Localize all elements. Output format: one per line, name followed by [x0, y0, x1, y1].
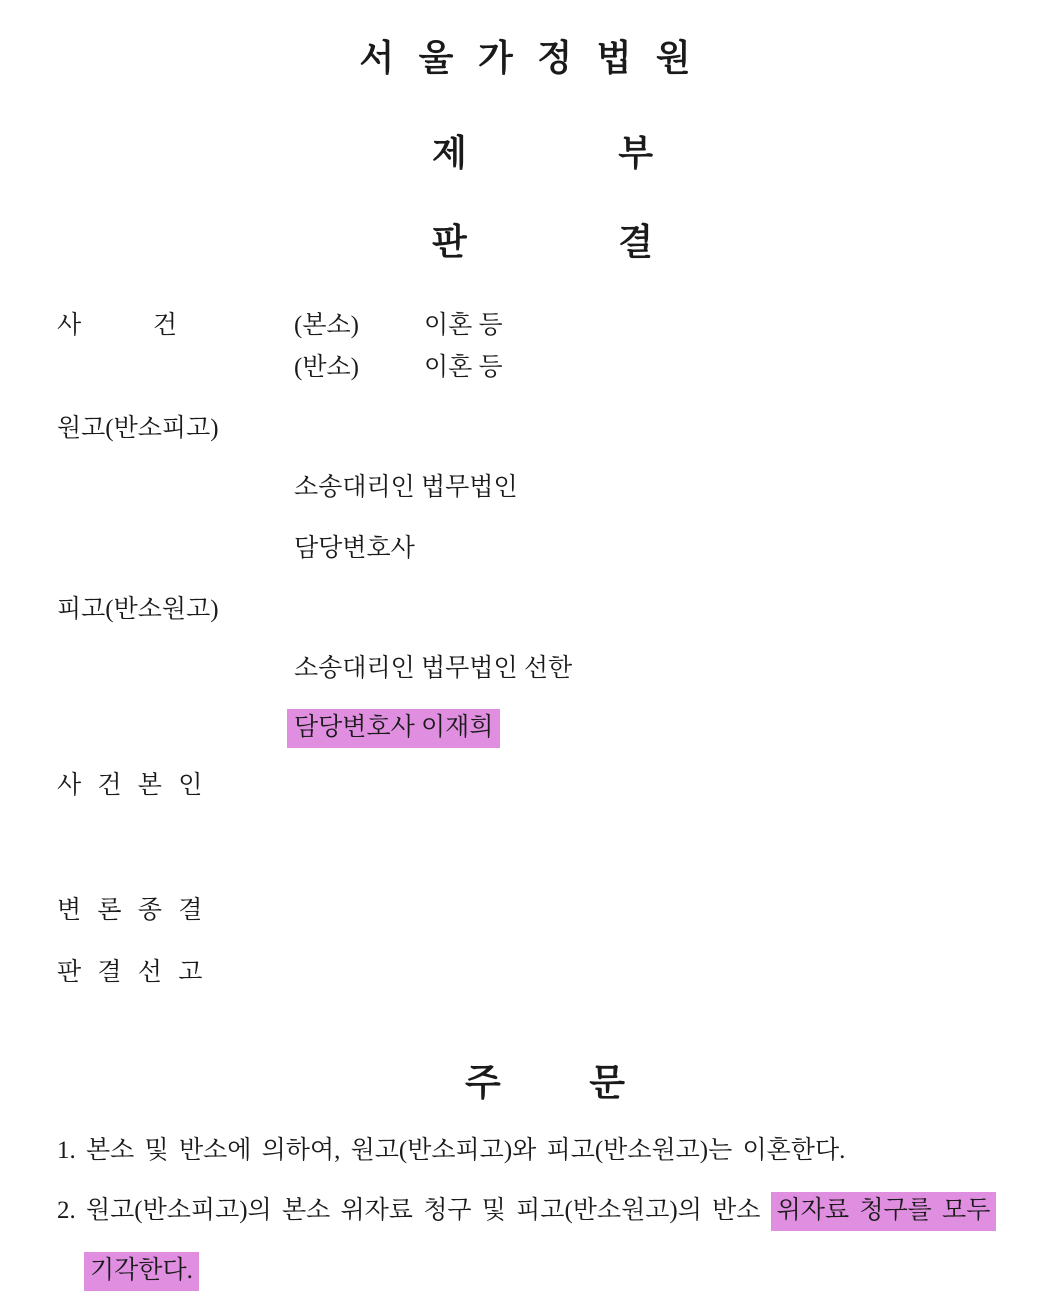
case-label-first: 사: [57, 312, 82, 339]
case-row-title: 이혼 등: [424, 354, 503, 381]
order-item-2: [57, 1195, 996, 1226]
division-heading: [432, 131, 653, 176]
court-name-heading: 서 울 가 정 법 원: [359, 38, 697, 79]
defendant-counsel-line: 소송대리인 법무법인 선한: [294, 655, 573, 682]
case-person-label: 사 건 본 인: [57, 772, 208, 799]
case-row-type: (본소): [294, 312, 359, 339]
highlighted-order-text: 위자료 청구를 모두: [771, 1192, 997, 1231]
plaintiff-attorney-line: 담당변호사: [294, 535, 415, 562]
order-item-text: 본소 및 반소에 의하여, 원고(반소피고)와 피고(반소원고)는 이혼한다.: [86, 1137, 846, 1164]
division-suffix: 부: [618, 133, 653, 174]
order-item-1: [57, 1135, 845, 1166]
division-prefix: 제: [432, 133, 467, 174]
order-item-2-continuation: [90, 1255, 199, 1286]
defendant-role-label: 피고(반소원고): [57, 596, 219, 623]
judgment-heading: [432, 220, 653, 265]
order-item-text: 원고(반소피고)의 본소 위자료 청구 및 피고(반소원고)의 반소: [86, 1197, 761, 1224]
case-row-title: 이혼 등: [424, 312, 503, 339]
case-label: [57, 310, 177, 341]
defendant-attorney-line: [294, 712, 500, 743]
highlighted-attorney-name: 담당변호사 이재희: [287, 709, 500, 748]
case-label-second: 건: [152, 312, 177, 339]
order-heading-suffix: 문: [589, 1061, 625, 1104]
highlighted-order-conclusion: 기각한다.: [84, 1252, 199, 1291]
judgment-suffix: 결: [618, 222, 653, 263]
plaintiff-role-label: 원고(반소피고): [57, 415, 219, 442]
case-row-type: (반소): [294, 354, 359, 381]
judgment-prefix: 판: [432, 222, 467, 263]
judgment-pronounced-label: 판 결 선 고: [57, 959, 208, 986]
hearing-closed-label: 변 론 종 결: [57, 897, 208, 924]
plaintiff-counsel-line: 소송대리인 법무법인: [294, 474, 518, 501]
order-item-number: 2.: [57, 1197, 76, 1224]
order-item-number: 1.: [57, 1137, 76, 1164]
order-heading-prefix: 주: [465, 1061, 501, 1104]
order-section-heading: [465, 1060, 625, 1106]
